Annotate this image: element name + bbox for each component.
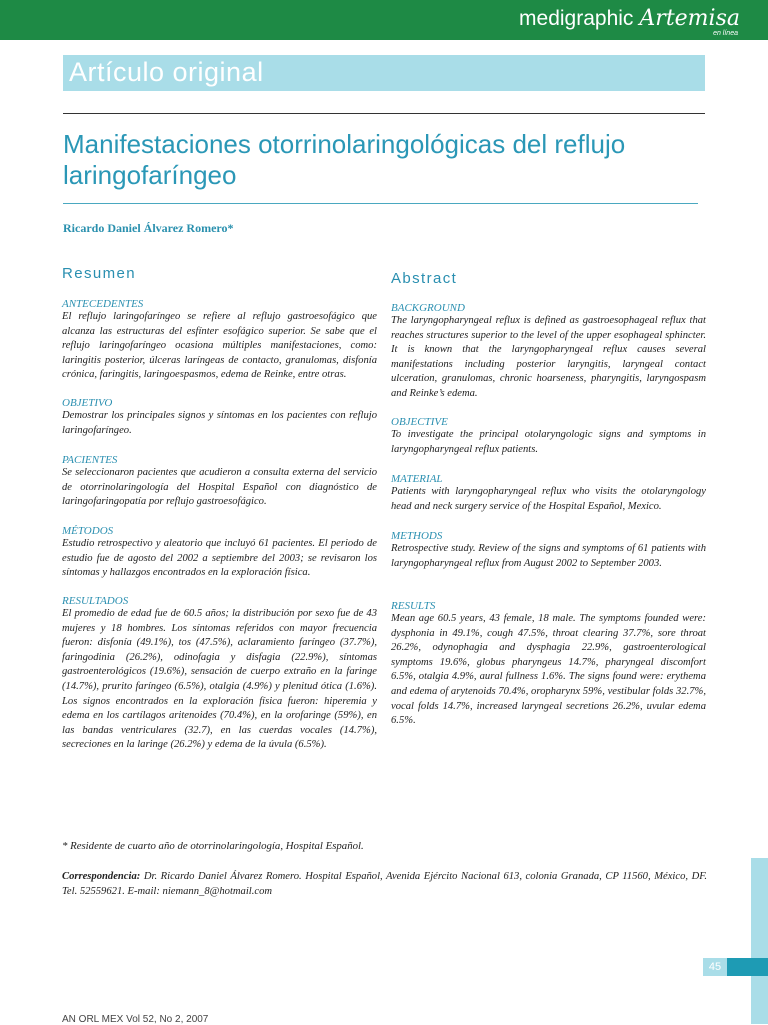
resumen-heading: Resumen <box>62 265 136 282</box>
block-heading: ANTECEDENTES <box>62 298 144 310</box>
block-heading: RESULTS <box>391 600 436 612</box>
page-number-bar <box>727 958 768 976</box>
title-divider <box>63 203 698 204</box>
abstract-material <box>391 473 706 514</box>
block-heading: OBJETIVO <box>62 397 113 409</box>
section-label: Artículo original <box>69 57 264 87</box>
abstract-results <box>391 600 706 729</box>
abstract-heading: Abstract <box>391 270 458 287</box>
block-text: Retrospective study. Review of the signs and symptoms of 61 patients with laryngopharyngeal reflux from August 2002 to September 2003. <box>391 543 706 569</box>
block-text: Estudio retrospectivo y aleatorio que incluyó 61 pacientes. El periodo de estudio fue de agosto del 2002 a septiembre del 2003; se revisaron los síntomas y hallazgos encontrados en la exploración física. <box>62 538 377 579</box>
block-heading: OBJECTIVE <box>391 416 448 428</box>
brand-script: Artemisa <box>639 6 740 31</box>
brand-main: medigraphic <box>519 7 634 30</box>
block-heading: MATERIAL <box>391 473 443 485</box>
medigraphic-logo[interactable] <box>519 6 740 37</box>
journal-citation: AN ORL MEX Vol 52, No 2, 2007 <box>62 1014 209 1025</box>
article-title: Manifestaciones otorrinolaringológicas del reflujo laringofaríngeo <box>63 129 626 190</box>
brand-sub: en línea <box>713 30 738 37</box>
resumen-metodos <box>62 525 377 581</box>
block-text: El promedio de edad fue de 60.5 años; la distribución por sexo fue de 43 mujeres y 18 hombres. Los síntomas referidos con mayor frecuencia fueron: disfonía (49.1%), tos (47.5%), aclaramiento faríngeo (37.7%), faringodinia (26.2%), odinofagia y disfagia (22.9%), síntomas gastroenterológicos (19.6%), sensación de cuerpo extraño en la faringe (14.7%), prurito faríngeo (6.5%), otalgia (4.9%) y plenitud ótica (1.6%). Los signos encontrados en la exploración física fueron: hiperemia y edema en los cartílagos aritenoides (70.4%), en la orofaringe (59%), en las bandas ventriculares (32.7), en las cuerdas vocales (14.7%), secreciones en la laringe (26.2%) y edema de la úvula (6.5%). <box>62 608 377 751</box>
correspondence-text: Dr. Ricardo Daniel Álvarez Romero. Hospital Español, Avenida Ejército Nacional 613, colonia Granada, CP 11560, México, DF. Tel. 52559621. E-mail: niemann_8@hotmail.com <box>62 871 707 897</box>
correspondence-label: Correspondencia: <box>62 871 141 882</box>
block-text: Mean age 60.5 years, 43 female, 18 male. The symptoms founded were: dysphonia in 49.1%, cough 47.5%, throat clearing 37.7%, sore throat 26.2%, odynophagia and dysphagia 22.9%, gastroenterological symptoms 19.6%, globus pharyngeus 14.7%, pharyngeal discomfort 6.5%, otalgia 4.9%, aural fullness 1.6%. The signs found were: erythema and edema of arytenoids 70.4%, oropharynx 59%, vestibular folds 32.7%, vocal folds 14.7%, increased laryngeal secretions 26.2%, uvular edema 6.5%. <box>391 613 706 727</box>
resumen-antecedentes <box>62 298 377 383</box>
block-heading: METHODS <box>391 530 443 542</box>
resumen-objetivo <box>62 397 377 438</box>
page-edge-tab <box>751 858 768 1024</box>
resumen-pacientes <box>62 454 377 510</box>
author-name: Ricardo Daniel Álvarez Romero* <box>63 221 234 235</box>
block-text: Se seleccionaron pacientes que acudieron a consulta externa del servicio de otorrinolaringología del Hospital Español con diagnóstico de laringofaringopatía por reflujo gastroesofágico. <box>62 467 377 508</box>
block-text: El reflujo laringofaríngeo se refiere al reflujo gastroesofágico que alcanza las estructuras del esfínter esofágico superior. Se sabe que el reflujo laringofaríngeo ocasiona múltiples manifestaciones, como: laringitis posterior, úlceras laríngeas de contacto, granulomas, disfonía crónica, faringitis, laringoespasmos, edema de Reinke, entre otras. <box>62 311 377 381</box>
block-text: The laryngopharyngeal reflux is defined as gastroesophageal reflux that reaches structures superior to the level of the upper esophageal sphincter. It is known that the laryngopharyngeal reflux causes several manifestations including posterior laryngitis, laryngeal contact ulceration, granulomas, chronic hoarseness, pharyngitis, laryngospasm and Reinke’s edema. <box>391 315 706 399</box>
block-heading: MÉTODOS <box>62 525 114 537</box>
block-text: Patients with laryngopharyngeal reflux who visits the otolaryngology head and neck surgery service of the Hospital Español, Mexico. <box>391 486 706 512</box>
top-divider <box>63 113 705 114</box>
block-heading: PACIENTES <box>62 454 118 466</box>
author-footnote: * Residente de cuarto año de otorrinolaringología, Hospital Español. <box>62 840 364 852</box>
abstract-methods <box>391 530 706 571</box>
page-number: 45 <box>703 958 727 976</box>
block-heading: RESULTADOS <box>62 595 129 607</box>
abstract-objective <box>391 416 706 457</box>
block-heading: BACKGROUND <box>391 302 465 314</box>
correspondence <box>62 869 707 899</box>
section-banner <box>63 55 705 91</box>
block-text: Demostrar los principales signos y síntomas en los pacientes con reflujo laringofaríngeo. <box>62 410 377 436</box>
abstract-background <box>391 302 706 402</box>
block-text: To investigate the principal otolaryngologic signs and symptoms in laryngopharyngeal reflux patients. <box>391 429 706 455</box>
resumen-resultados <box>62 595 377 753</box>
header-bar <box>0 0 768 40</box>
